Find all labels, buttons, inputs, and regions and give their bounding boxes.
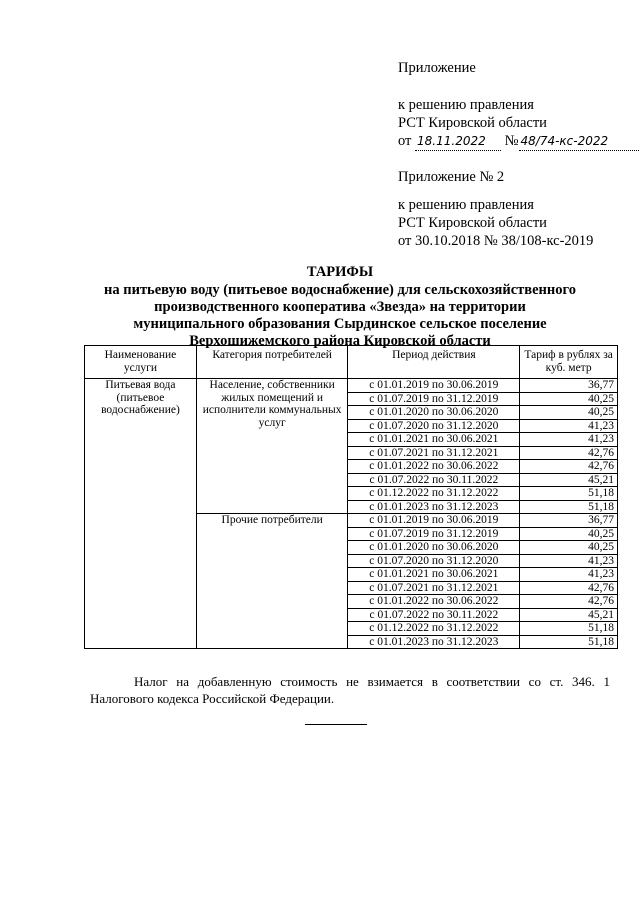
handwritten-number: 48/74-кс-2022 (519, 132, 640, 151)
period-cell: с 01.01.2022 по 30.06.2022 (348, 595, 520, 609)
number-prefix: № (504, 133, 519, 149)
period-cell: с 01.01.2020 по 30.06.2020 (348, 406, 520, 420)
service-name-cell: Питьевая вода (питьевое водоснабжение) (85, 379, 197, 649)
rate-cell: 42,76 (520, 581, 618, 595)
period-cell: с 01.12.2022 по 31.12.2022 (348, 487, 520, 501)
rate-cell: 41,23 (520, 433, 618, 447)
header-rate: Тариф в рублях за куб. метр (520, 346, 618, 379)
rate-cell: 42,76 (520, 595, 618, 609)
category-cell: Население, собственники жилых помещений и исполнители коммунальных услуг (196, 379, 348, 514)
period-cell: с 01.12.2022 по 31.12.2022 (348, 622, 520, 636)
period-cell: с 01.07.2020 по 31.12.2020 (348, 419, 520, 433)
appendix-authority-line: РСТ Кировской области (398, 115, 547, 131)
period-cell: с 01.01.2019 по 30.06.2019 (348, 514, 520, 528)
table-row (85, 379, 618, 393)
date-prefix: от (398, 133, 412, 149)
appendix2-label: Приложение № 2 (398, 169, 505, 185)
period-cell: с 01.07.2019 по 31.12.2019 (348, 392, 520, 406)
period-cell: с 01.01.2021 по 30.06.2021 (348, 568, 520, 582)
period-cell: с 01.01.2023 по 31.12.2023 (348, 635, 520, 649)
rate-cell: 36,77 (520, 514, 618, 528)
vat-note-text: Налог на добавленную стоимость не взимается в соответствии со ст. 346. 1 Налогового кодекса Российской Федерации. (90, 674, 610, 706)
appendix2-decision-line: к решению правления (398, 197, 534, 213)
vat-note (90, 673, 610, 707)
appendix-label: Приложение (398, 60, 476, 76)
rate-cell: 36,77 (520, 379, 618, 393)
rate-cell: 40,25 (520, 527, 618, 541)
rate-cell: 51,18 (520, 487, 618, 501)
period-cell: с 01.07.2022 по 30.11.2022 (348, 473, 520, 487)
period-cell: с 01.07.2019 по 31.12.2019 (348, 527, 520, 541)
appendix2-date-number-line: от 30.10.2018 № 38/108-кс-2019 (398, 233, 594, 249)
rate-cell: 51,18 (520, 500, 618, 514)
closing-separator (305, 724, 367, 725)
title-line-2: производственного кооператива «Звезда» на территории (154, 299, 526, 315)
document-title: ТАРИФЫ (306, 264, 374, 280)
rate-cell: 41,23 (520, 554, 618, 568)
title-line-1: на питьевую воду (питьевое водоснабжение) для сельскохозяйственного (104, 282, 576, 298)
rate-cell: 45,21 (520, 608, 618, 622)
rate-cell: 51,18 (520, 622, 618, 636)
rate-cell: 42,76 (520, 460, 618, 474)
rate-cell: 40,25 (520, 406, 618, 420)
header-category: Категория потребителей (196, 346, 348, 379)
rate-cell: 41,23 (520, 568, 618, 582)
rate-cell: 40,25 (520, 541, 618, 555)
tariff-table (84, 345, 618, 649)
rate-cell: 40,25 (520, 392, 618, 406)
period-cell: с 01.01.2020 по 30.06.2020 (348, 541, 520, 555)
rate-cell: 41,23 (520, 419, 618, 433)
appendix2-authority-line: РСТ Кировской области (398, 215, 547, 231)
period-cell: с 01.07.2021 по 31.12.2021 (348, 581, 520, 595)
appendix-date-number-line (398, 132, 640, 151)
header-period: Период действия (348, 346, 520, 379)
category-cell: Прочие потребители (196, 514, 348, 649)
title-line-3: муниципального образования Сырдинское сельское поселение (133, 316, 547, 332)
period-cell: с 01.07.2022 по 30.11.2022 (348, 608, 520, 622)
rate-cell: 51,18 (520, 635, 618, 649)
rate-cell: 45,21 (520, 473, 618, 487)
appendix-decision-line: к решению правления (398, 97, 534, 113)
title-line-4: Верхошижемского района Кировской области (189, 333, 491, 349)
period-cell: с 01.01.2019 по 30.06.2019 (348, 379, 520, 393)
period-cell: с 01.07.2020 по 31.12.2020 (348, 554, 520, 568)
header-service: Наименование услуги (85, 346, 197, 379)
table-header-row (85, 346, 618, 379)
rate-cell: 42,76 (520, 446, 618, 460)
handwritten-date: 18.11.2022 (415, 132, 501, 151)
period-cell: с 01.01.2023 по 31.12.2023 (348, 500, 520, 514)
period-cell: с 01.07.2021 по 31.12.2021 (348, 446, 520, 460)
period-cell: с 01.01.2021 по 30.06.2021 (348, 433, 520, 447)
period-cell: с 01.01.2022 по 30.06.2022 (348, 460, 520, 474)
